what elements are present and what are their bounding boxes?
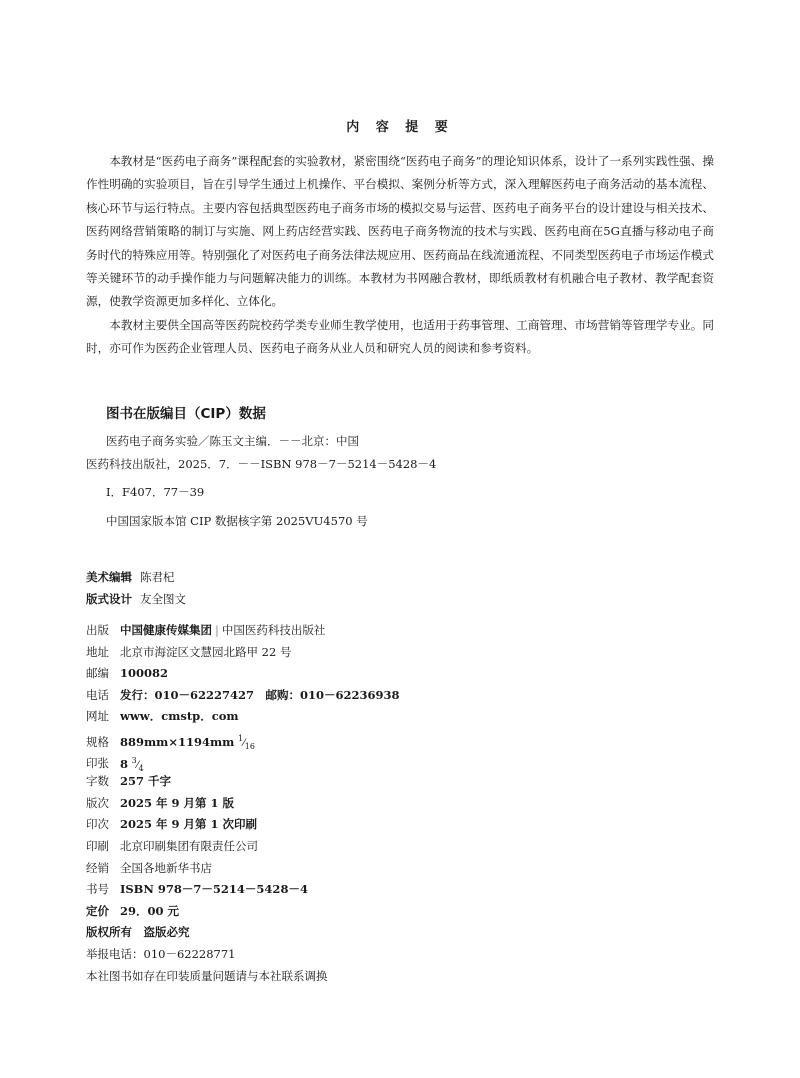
format-fraction-numerator: 1 [237, 733, 244, 743]
colophon-block [86, 620, 400, 987]
postcode-row [86, 663, 400, 685]
summary-title: 内 容 提 要 [346, 120, 454, 135]
sheets-fraction-denominator: 4 [138, 763, 144, 773]
cip-classification: Ⅰ．F407．77－39 [106, 485, 205, 499]
report-phone: 举报电话：010－62228771 [86, 946, 236, 961]
distributor-value: 全国各地新华书店 [120, 860, 212, 875]
art-editor-label: 美术编辑 [86, 570, 132, 584]
summary-paragraph: 本教材是“医药电子商务”课程配套的实验教材，紧密围绕“医药电子商务”的理论知识体系，设计了一系列实践性强、操作性明确的实验项目，旨在引导学生通过上机操作、平台模拟、案例分析等方式，深入理解医药电子商务活动的基本流程、核心环节与运行特点。主要内容包括典型医药电子商务市场的模拟交易与运营、医药电子商务平台的设计建设与相关技术、医药网络营销策略的制订与实施、网上药店经营实践、医药电子商务物流的技术与实践、医药电商在5G直播与移动电子商务时代的特殊应用等。特别强化了对医药电子商务法律法规应用、医药商品在线流通流程、不同类型医药电子市场运作模式等关键环节的动手操作能力与问题解决能力的训练。本教材为书网融合教材，即纸质教材有机融合电子教材、教学配套资源，使教学资源更加多样化、立体化。 [86, 154, 714, 309]
words-row [86, 771, 400, 793]
words-label: 字数 [86, 774, 109, 789]
website-value: www．cmstp．com [120, 709, 239, 724]
printing-label: 印次 [86, 817, 109, 832]
distributor-label: 经销 [86, 860, 109, 875]
sheets-value: 8 [120, 756, 129, 771]
cip-line: 医药电子商务实验／陈玉文主编．－－北京：中国 [106, 434, 359, 448]
publisher-row [86, 620, 400, 642]
price-value: 29．00 元 [120, 903, 180, 918]
cip-number: 中国国家版本馆 CIP 数据核字第 2025VU4570 号 [106, 514, 368, 528]
phone-label: 电话 [86, 687, 109, 702]
address-label: 地址 [86, 644, 109, 659]
isbn-row [86, 879, 400, 901]
phone-row [86, 685, 400, 707]
format-row [86, 728, 400, 750]
art-editor-value: 陈君杞 [140, 570, 175, 584]
editors-block [86, 566, 186, 610]
price-row [86, 901, 400, 923]
quality-notice: 本社图书如存在印装质量问题请与本社联系调换 [86, 968, 328, 983]
isbn-value: ISBN 978－7－5214－5428－4 [120, 882, 308, 897]
printer-row [86, 836, 400, 858]
edition-value: 2025 年 9 月第 1 版 [120, 795, 235, 810]
postcode-value: 100082 [120, 666, 169, 681]
sheets-row [86, 750, 400, 772]
publisher-group: 中国健康传媒集团 [120, 623, 212, 637]
publisher-label: 出版 [86, 623, 109, 637]
cip-data [86, 430, 646, 533]
format-label: 规格 [86, 734, 109, 749]
words-value: 257 千字 [120, 774, 172, 789]
edition-label: 版次 [86, 795, 109, 810]
printing-value: 2025 年 9 月第 1 次印刷 [120, 817, 258, 832]
printing-row [86, 814, 400, 836]
format-fraction-slash: ⁄ [243, 737, 245, 749]
price-label: 定价 [86, 903, 109, 918]
website-row [86, 706, 400, 728]
phone-value: 发行：010－62227427 邮购：010－62236938 [120, 687, 400, 702]
layout-design-row [86, 588, 186, 610]
website-label: 网址 [86, 709, 109, 724]
sheets-label: 印张 [86, 756, 109, 771]
cip-line: 医药科技出版社，2025．7．－－ISBN 978－7－5214－5428－4 [86, 457, 437, 471]
publisher-name: 中国医药科技出版社 [221, 623, 326, 637]
distributor-row [86, 858, 400, 880]
printer-value: 北京印刷集团有限责任公司 [120, 838, 258, 853]
address-value: 北京市海淀区文慧园北路甲 22 号 [120, 644, 292, 659]
edition-row [86, 793, 400, 815]
sheets-fraction-numerator: 3 [131, 755, 137, 765]
format-value: 889mm×1194mm [120, 734, 235, 749]
layout-design-value: 友全图文 [140, 592, 186, 606]
layout-design-label: 版式设计 [86, 592, 132, 606]
art-editor-row [86, 566, 186, 588]
printer-label: 印刷 [86, 838, 109, 853]
summary-body [86, 150, 714, 361]
publisher-separator: | [215, 623, 219, 637]
address-row [86, 642, 400, 664]
format-fraction-denominator: 16 [244, 742, 255, 752]
cip-title: 图书在版编目（CIP）数据 [106, 406, 266, 422]
copyright-notice: 版权所有 盗版必究 [86, 925, 190, 940]
isbn-label: 书号 [86, 882, 109, 897]
sheets-fraction-slash: ⁄ [136, 759, 139, 771]
summary-paragraph: 本教材主要供全国高等医药院校药学类专业师生教学使用，也适用于药事管理、工商管理、市场营销等管理学专业。同时，亦可作为医药企业管理人员、医药电子商务从业人员和研究人员的阅读和参考资料。 [86, 317, 714, 356]
postcode-label: 邮编 [86, 666, 109, 681]
